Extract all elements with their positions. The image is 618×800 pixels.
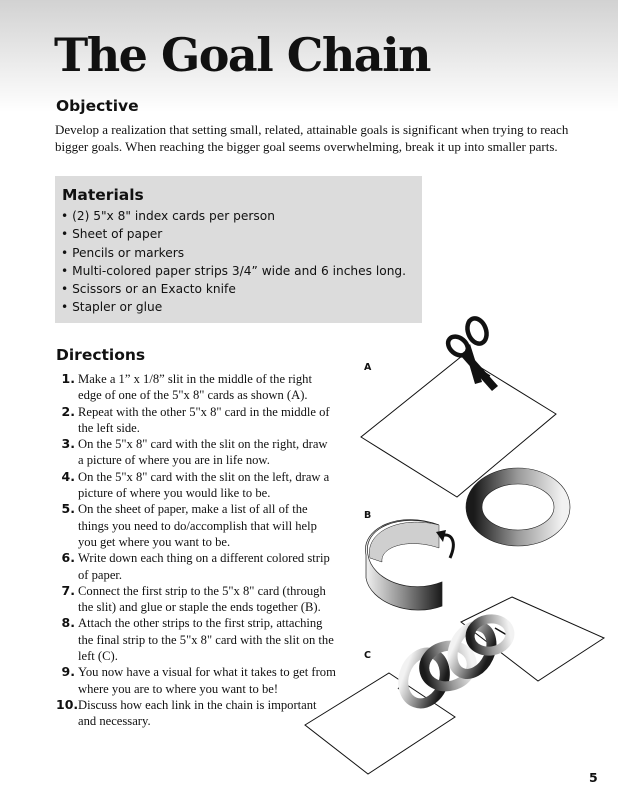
directions-list xyxy=(56,371,336,730)
paper-ring-icon xyxy=(466,468,570,546)
step-text: On the sheet of paper, make a list of all of the things you need to do/accomplish that will help you get where you want to be. xyxy=(78,502,317,549)
step-number: 8. xyxy=(61,615,75,631)
materials-item: • Pencils or markers xyxy=(61,245,185,260)
step-text: You now have a visual for what it takes to get from where you are to where you want to be! xyxy=(78,665,336,696)
step-number: 7. xyxy=(61,582,75,598)
step-text: Write down each thing on a different colored strip of paper. xyxy=(78,551,330,582)
direction-step xyxy=(56,436,336,469)
step-number: 2. xyxy=(61,403,75,419)
direction-step xyxy=(56,501,336,550)
materials-heading: Materials xyxy=(62,186,144,204)
step-number: 3. xyxy=(61,436,75,452)
step-number: 5. xyxy=(61,501,75,517)
objective-heading: Objective xyxy=(56,97,139,115)
step-number: 1. xyxy=(61,371,75,386)
step-text: Attach the other strips to the first strip, attaching the final strip to the 5"x 8" card with the slit on the left (C). xyxy=(78,616,334,664)
direction-step xyxy=(56,583,336,616)
step-number: 6. xyxy=(61,550,75,566)
page-title: The Goal Chain xyxy=(54,28,430,82)
step-text: Make a 1” x 1/8” slit in the middle of the right edge of one of the 5"x 8" cards as shown (A). xyxy=(78,372,312,403)
direction-step xyxy=(56,469,336,502)
direction-step xyxy=(56,664,336,697)
step-text: Repeat with the other 5"x 8" card in the middle of the left side. xyxy=(78,404,330,435)
step-text: Connect the first strip to the 5"x 8" card (through the slit) and glue or staple the ends together (B). xyxy=(78,583,326,615)
step-number: 9. xyxy=(61,664,75,680)
step-text: On the 5"x 8" card with the slit on the left, draw a picture of where you would like to be. xyxy=(78,469,330,501)
figure-b-label: B xyxy=(364,510,372,521)
step-number: 4. xyxy=(61,468,75,484)
objective-text: Develop a realization that setting small, related, attainable goals is significant when trying to reach bigger goals. When reaching the bigger goal seems overwhelming, break it up into smaller parts. xyxy=(55,122,569,154)
page-number: 5 xyxy=(589,770,598,785)
figure-b-open-strip xyxy=(365,520,442,611)
materials-item: • Sheet of paper xyxy=(61,227,163,242)
materials-item: • Stapler or glue xyxy=(61,300,163,315)
direction-step xyxy=(56,550,336,583)
direction-step xyxy=(56,697,336,730)
step-number: 10. xyxy=(56,696,79,712)
materials-item: • Scissors or an Exacto knife xyxy=(61,282,236,297)
figure-a-label: A xyxy=(364,362,372,373)
direction-step xyxy=(56,371,336,404)
figure-c-label: C xyxy=(364,650,371,661)
directions-heading: Directions xyxy=(56,346,146,364)
materials-item: • Multi-colored paper strips 3/4” wide and 6 inches long. xyxy=(61,263,407,278)
step-text: Discuss how each link in the chain is important and necessary. xyxy=(78,697,317,729)
step-text: On the 5"x 8" card with the slit on the right, draw a picture of where you are in life now. xyxy=(78,437,328,468)
directions-illustration xyxy=(300,300,618,785)
direction-step xyxy=(56,404,336,437)
direction-step xyxy=(56,615,336,664)
materials-item: • (2) 5"x 8" index cards per person xyxy=(61,209,275,223)
